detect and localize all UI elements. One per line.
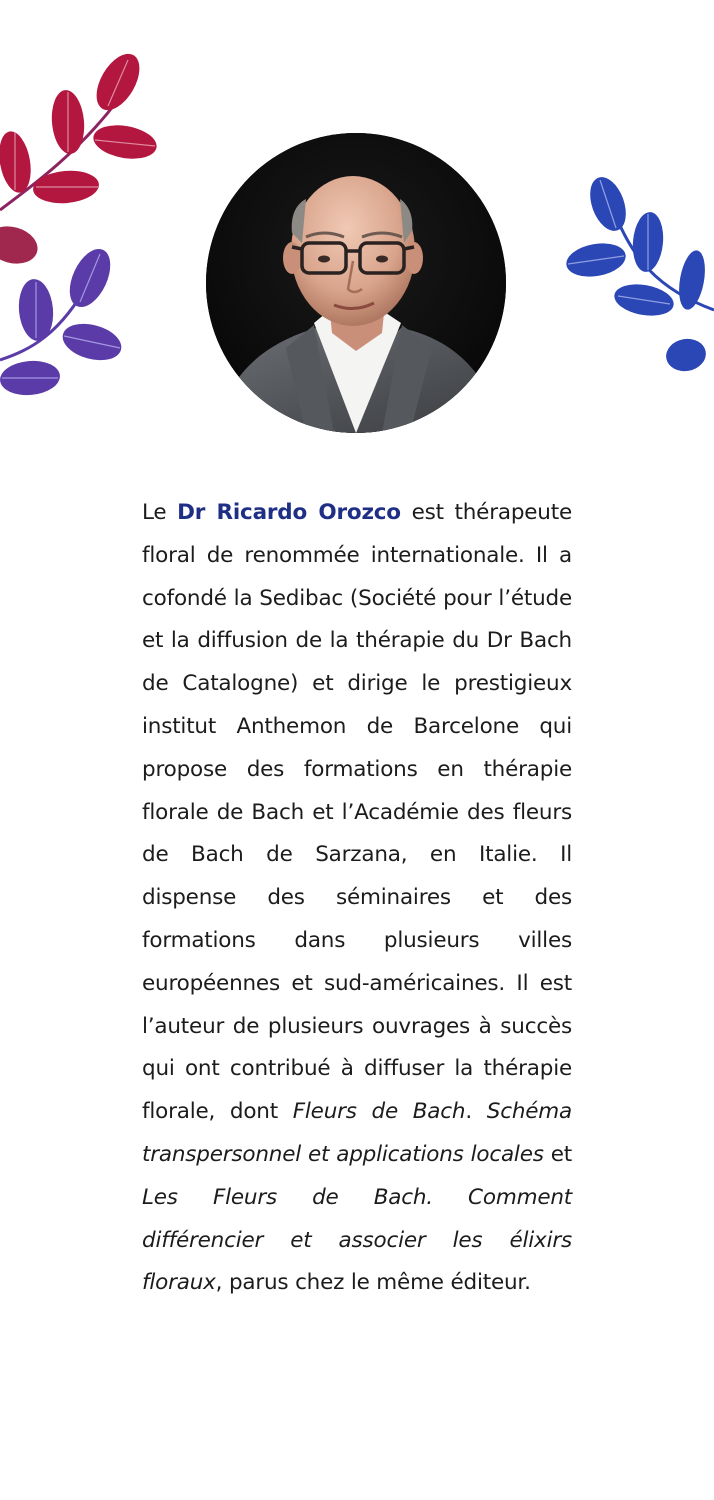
author-portrait	[206, 133, 506, 433]
book1-title: Fleurs de Bach	[292, 1099, 466, 1125]
bio-outro: , parus chez le même éditeur.	[215, 1270, 531, 1296]
author-photo-image	[206, 133, 506, 433]
leaf-branch-right-icon	[560, 170, 714, 390]
book1-separator: .	[465, 1099, 487, 1125]
book2-title: Les Fleurs de Bach. Comment différencier et associer les élixirs floraux	[142, 1184, 572, 1296]
bio-intro: Le	[142, 500, 178, 525]
author-biography	[142, 492, 572, 1305]
bio-text: est thérapeute floral de renommée internationale. Il a cofondé la Sedibac (Société pour l’étude et la diffusion de la thérapie du Dr Bach de Catalogne) et dirige le prestigieux institut Anthemon de Barcelone qui propose des formations en thérapie florale de Bach et l’Académie des fleurs de Bach de Sarzana, en Italie. Il dispense des séminaires et des formations dans plusieurs villes européennes et sud-américaines. Il est l’auteur de plusieurs ouvrages à succès qui ont contribué à diffuser la thérapie florale, dont	[142, 500, 572, 1125]
leaf-branch-left-icon	[0, 40, 170, 410]
author-name: Dr Ricardo Orozco	[177, 500, 401, 525]
book1-subtitle: Schéma transpersonnel et applications locales	[142, 1099, 572, 1167]
bio-conjunction: et	[543, 1141, 572, 1167]
